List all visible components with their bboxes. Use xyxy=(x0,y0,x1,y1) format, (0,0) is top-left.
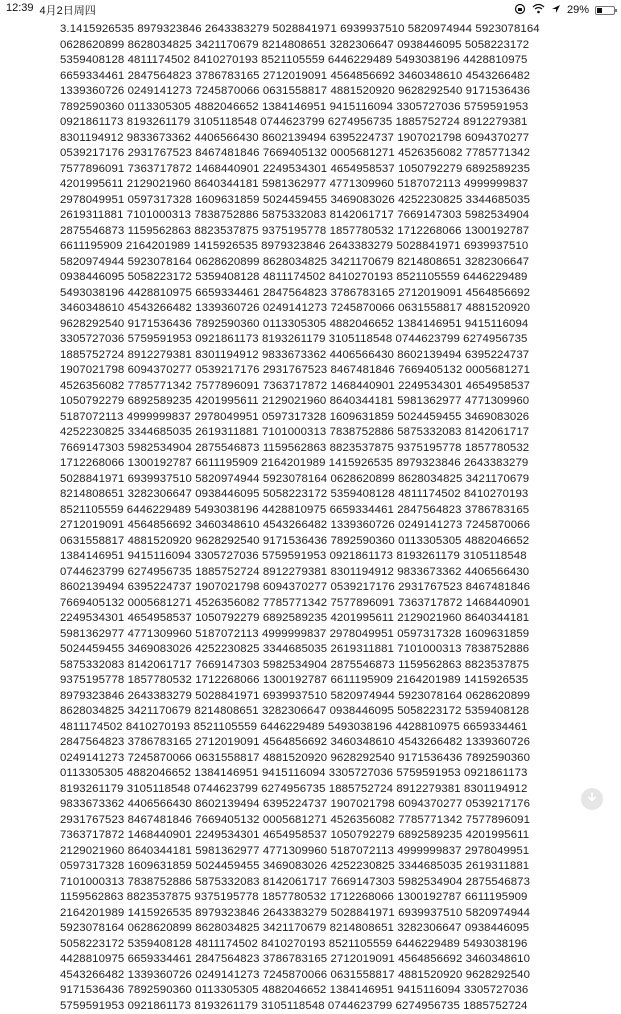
text-line: 2875546873 1159562863 8823537875 9375195778 1857780532 1712268066 1300192787 xyxy=(60,224,580,240)
text-line: 5359408128 4811174502 8410270193 8521105559 6446229489 5493038196 4428810975 xyxy=(60,53,580,69)
text-line: 9833673362 4406566430 8602139494 6395224737 1907021798 6094370277 0539217176 xyxy=(60,797,580,813)
text-line: 1339360726 0249141273 7245870066 0631558817 4881520920 9628292540 9171536436 xyxy=(60,84,580,100)
text-line: 5058223172 5359408128 4811174502 8410270193 8521105559 6446229489 5493038196 xyxy=(60,937,580,953)
text-line: 0597317328 1609631859 5024459455 3469083026 4252230825 3344685035 2619311881 xyxy=(60,859,580,875)
text-line: 0628620899 8628034825 3421170679 8214808651 3282306647 0938446095 5058223172 xyxy=(60,38,580,54)
text-line: 2978049951 0597317328 1609631859 5024459455 3469083026 4252230825 3344685035 xyxy=(60,193,580,209)
pi-digits-document xyxy=(60,22,580,1014)
text-line: 1050792279 6892589235 4201995611 2129021960 8640344181 5981362977 4771309960 xyxy=(60,394,580,410)
text-line: 2164201989 1415926535 8979323846 2643383279 5028841971 6939937510 5820974944 xyxy=(60,906,580,922)
text-line: 1384146951 9415116094 3305727036 5759591953 0921861173 8193261179 3105118548 xyxy=(60,549,580,565)
status-time: 12:39 xyxy=(6,2,34,18)
text-line: 3.1415926535 8979323846 2643383279 5028841971 6939937510 5820974944 5923078164 xyxy=(60,22,580,38)
text-line: 2249534301 4654958537 1050792279 6892589235 4201995611 2129021960 8640344181 xyxy=(60,611,580,627)
text-line: 5024459455 3469083026 4252230825 3344685035 2619311881 7101000313 7838752886 xyxy=(60,642,580,658)
rotation-lock-icon xyxy=(514,3,526,18)
text-line: 2847564823 3786783165 2712019091 4564856692 3460348610 4543266482 1339360726 xyxy=(60,735,580,751)
text-line: 7577896091 7363717872 1468440901 2249534301 4654958537 1050792279 6892589235 xyxy=(60,162,580,178)
text-line: 7101000313 7838752886 5875332083 8142061717 7669147303 5982534904 2875546873 xyxy=(60,875,580,891)
text-line: 9171536436 7892590360 0113305305 4882046652 1384146951 9415116094 3305727036 xyxy=(60,983,580,999)
status-right xyxy=(514,3,615,18)
text-line: 2619311881 7101000313 7838752886 5875332083 8142061717 7669147303 5982534904 xyxy=(60,208,580,224)
text-line: 1712268066 1300192787 6611195909 2164201989 1415926535 8979323846 2643383279 xyxy=(60,456,580,472)
arrow-down-icon xyxy=(586,790,598,808)
text-line: 8979323846 2643383279 5028841971 6939937510 5820974944 5923078164 0628620899 xyxy=(60,689,580,705)
text-line: 8628034825 3421170679 8214808651 3282306647 0938446095 5058223172 5359408128 xyxy=(60,704,580,720)
text-line: 8602139494 6395224737 1907021798 6094370277 0539217176 2931767523 8467481846 xyxy=(60,580,580,596)
text-line: 1907021798 6094370277 0539217176 2931767523 8467481846 7669405132 0005681271 xyxy=(60,363,580,379)
text-line: 3305727036 5759591953 0921861173 8193261179 3105118548 0744623799 6274956735 xyxy=(60,332,580,348)
text-line: 3460348610 4543266482 1339360726 0249141273 7245870066 0631558817 4881520920 xyxy=(60,301,580,317)
text-line: 0113305305 4882046652 1384146951 9415116094 3305727036 5759591953 0921861173 xyxy=(60,766,580,782)
text-line: 1159562863 8823537875 9375195778 1857780532 1712268066 1300192787 6611195909 xyxy=(60,890,580,906)
scroll-down-button[interactable] xyxy=(581,788,603,810)
text-line: 0631558817 4881520920 9628292540 9171536436 7892590360 0113305305 4882046652 xyxy=(60,534,580,550)
text-line: 6659334461 2847564823 3786783165 2712019091 4564856692 3460348610 4543266482 xyxy=(60,69,580,85)
text-line: 8214808651 3282306647 0938446095 5058223172 5359408128 4811174502 8410270193 xyxy=(60,487,580,503)
text-line: 5875332083 8142061717 7669147303 5982534904 2875546873 1159562863 8823537875 xyxy=(60,658,580,674)
text-line: 2712019091 4564856692 3460348610 4543266482 1339360726 0249141273 7245870066 xyxy=(60,518,580,534)
text-line: 7892590360 0113305305 4882046652 1384146951 9415116094 3305727036 5759591953 xyxy=(60,100,580,116)
text-line: 7363717872 1468440901 2249534301 4654958537 1050792279 6892589235 4201995611 xyxy=(60,828,580,844)
text-line: 5981362977 4771309960 5187072113 4999999837 2978049951 0597317328 1609631859 xyxy=(60,627,580,643)
text-line: 0539217176 2931767523 8467481846 7669405132 0005681271 4526356082 7785771342 xyxy=(60,146,580,162)
text-line: 4526356082 7785771342 7577896091 7363717872 1468440901 2249534301 4654958537 xyxy=(60,379,580,395)
text-line: 0921861173 8193261179 3105118548 0744623799 6274956735 1885752724 8912279381 xyxy=(60,115,580,131)
text-line: 5820974944 5923078164 0628620899 8628034825 3421170679 8214808651 3282306647 xyxy=(60,255,580,271)
status-bar xyxy=(0,0,621,20)
text-line: 4811174502 8410270193 8521105559 6446229489 5493038196 4428810975 6659334461 xyxy=(60,720,580,736)
text-line: 5187072113 4999999837 2978049951 0597317328 1609631859 5024459455 3469083026 xyxy=(60,410,580,426)
text-line: 6611195909 2164201989 1415926535 8979323846 2643383279 5028841971 6939937510 xyxy=(60,239,580,255)
text-line: 8193261179 3105118548 0744623799 6274956735 1885752724 8912279381 8301194912 xyxy=(60,782,580,798)
text-line: 2129021960 8640344181 5981362977 4771309960 5187072113 4999999837 2978049951 xyxy=(60,844,580,860)
text-line: 4428810975 6659334461 2847564823 3786783165 2712019091 4564856692 3460348610 xyxy=(60,952,580,968)
wifi-icon xyxy=(532,3,545,17)
text-line: 0249141273 7245870066 0631558817 4881520920 9628292540 9171536436 7892590360 xyxy=(60,751,580,767)
text-line: 9375195778 1857780532 1712268066 1300192787 6611195909 2164201989 1415926535 xyxy=(60,673,580,689)
text-line: 7669405132 0005681271 4526356082 7785771342 7577896091 7363717872 1468440901 xyxy=(60,596,580,612)
text-line: 8301194912 9833673362 4406566430 8602139494 6395224737 1907021798 6094370277 xyxy=(60,131,580,147)
text-line: 1885752724 8912279381 8301194912 9833673362 4406566430 8602139494 6395224737 xyxy=(60,348,580,364)
battery-icon xyxy=(595,6,615,15)
text-line: 9628292540 9171536436 7892590360 0113305305 4882046652 1384146951 9415116094 xyxy=(60,317,580,333)
text-line: 5028841971 6939937510 5820974944 5923078164 0628620899 8628034825 3421170679 xyxy=(60,472,580,488)
text-line: 7669147303 5982534904 2875546873 1159562863 8823537875 9375195778 1857780532 xyxy=(60,441,580,457)
text-line: 4543266482 1339360726 0249141273 7245870066 0631558817 4881520920 9628292540 xyxy=(60,968,580,984)
battery-fill xyxy=(597,8,602,13)
text-line: 5923078164 0628620899 8628034825 3421170679 8214808651 3282306647 0938446095 xyxy=(60,921,580,937)
text-line: 2931767523 8467481846 7669405132 0005681271 4526356082 7785771342 7577896091 xyxy=(60,813,580,829)
text-line: 5493038196 4428810975 6659334461 2847564823 3786783165 2712019091 4564856692 xyxy=(60,286,580,302)
text-line: 8521105559 6446229489 5493038196 4428810975 6659334461 2847564823 3786783165 xyxy=(60,503,580,519)
location-icon xyxy=(551,4,561,17)
status-left xyxy=(6,2,96,18)
status-date: 4月2日周四 xyxy=(40,2,96,18)
battery-percent: 29% xyxy=(567,4,589,16)
text-line: 4252230825 3344685035 2619311881 7101000313 7838752886 5875332083 8142061717 xyxy=(60,425,580,441)
text-line: 0938446095 5058223172 5359408128 4811174502 8410270193 8521105559 6446229489 xyxy=(60,270,580,286)
text-line: 5759591953 0921861173 8193261179 3105118548 0744623799 6274956735 1885752724 xyxy=(60,999,580,1014)
text-line: 4201995611 2129021960 8640344181 5981362977 4771309960 5187072113 4999999837 xyxy=(60,177,580,193)
text-line: 0744623799 6274956735 1885752724 8912279381 8301194912 9833673362 4406566430 xyxy=(60,565,580,581)
